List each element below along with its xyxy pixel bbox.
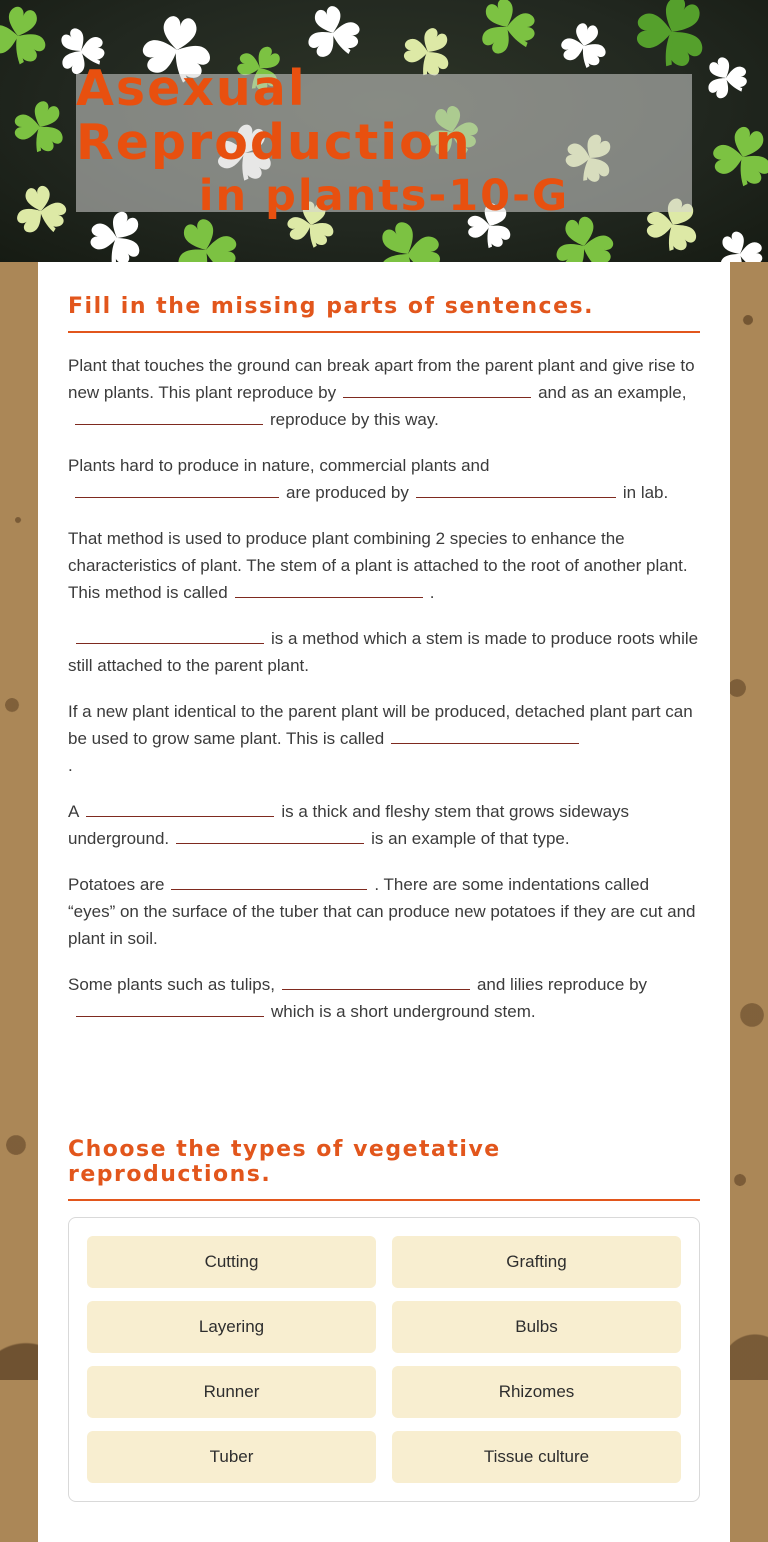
blank-input[interactable] xyxy=(176,825,364,844)
paragraph-text: . xyxy=(429,583,435,602)
blank-input[interactable] xyxy=(86,798,274,817)
paragraph-text: Some plants such as tulips, xyxy=(68,975,275,994)
blank-input[interactable] xyxy=(76,625,264,644)
paragraph-text: is a thick and fleshy stem that grows sideways underground. xyxy=(68,802,630,848)
blank-input[interactable] xyxy=(75,406,263,425)
paragraph-text: is an example of that type. xyxy=(371,829,570,848)
worksheet-title-box xyxy=(76,60,692,222)
option-tuber[interactable]: Tuber xyxy=(87,1431,376,1483)
paragraph-text: If a new plant identical to the parent plant will be produced, detached plant part can be used to grow same plant. This is called xyxy=(68,702,693,748)
option-grid xyxy=(87,1236,681,1483)
shamrock-icon xyxy=(696,110,768,203)
paragraph-text: reproduce by this way. xyxy=(270,410,439,429)
worksheet-card xyxy=(38,262,730,1542)
option-rhizomes[interactable]: Rhizomes xyxy=(392,1366,681,1418)
blank-input[interactable] xyxy=(343,379,531,398)
option-grafting[interactable]: Grafting xyxy=(392,1236,681,1288)
header-banner xyxy=(0,0,768,262)
shamrock-icon xyxy=(0,84,83,169)
paragraph-text: and lilies reproduce by xyxy=(476,975,648,994)
option-runner[interactable]: Runner xyxy=(87,1366,376,1418)
fill-paragraph-6 xyxy=(68,798,700,852)
fill-paragraph-7 xyxy=(68,871,700,952)
options-panel xyxy=(68,1217,700,1502)
fill-paragraph-5 xyxy=(68,698,700,779)
option-tissue-culture[interactable]: Tissue culture xyxy=(392,1431,681,1483)
paragraph-text: and as an example, xyxy=(538,383,687,402)
paragraph-text: is a method which a stem is made to produce roots while still attached to the parent plant. xyxy=(68,629,699,675)
paragraph-text: are produced by xyxy=(286,483,409,502)
paragraph-text: That method is used to produce plant combining 2 species to enhance the characteristics of plant. The stem of a plant is attached to the root of another plant. This method is called xyxy=(68,529,688,602)
option-layering[interactable]: Layering xyxy=(87,1301,376,1353)
blank-input[interactable] xyxy=(76,998,264,1017)
fill-paragraph-2 xyxy=(68,452,700,506)
choose-section-heading: Choose the types of vegetative reproductions. xyxy=(68,1137,700,1201)
paragraph-text: A xyxy=(68,802,80,821)
fill-paragraph-3 xyxy=(68,525,700,606)
paragraph-text: . There are some indentations called “eyes” on the surface of the tuber that can produce new potatoes if they are cut and plant in soil. xyxy=(68,875,696,948)
paragraph-text: Plants hard to produce in nature, commercial plants and xyxy=(68,456,490,475)
fill-section-heading: Fill in the missing parts of sentences. xyxy=(68,294,700,333)
worksheet-title-line1: Asexual Reproduction xyxy=(76,60,472,172)
paragraph-text: in lab. xyxy=(622,483,669,502)
shamrock-icon xyxy=(702,216,768,262)
blank-input[interactable] xyxy=(416,479,616,498)
worksheet-title-line2: in plants-10-G xyxy=(198,171,570,222)
blank-input[interactable] xyxy=(171,871,367,890)
option-bulbs[interactable]: Bulbs xyxy=(392,1301,681,1353)
option-cutting[interactable]: Cutting xyxy=(87,1236,376,1288)
blank-input[interactable] xyxy=(282,971,470,990)
blank-input[interactable] xyxy=(391,725,579,744)
blank-input[interactable] xyxy=(75,479,279,498)
blank-input[interactable] xyxy=(235,579,423,598)
paragraph-text: . xyxy=(68,756,73,775)
fill-paragraph-8 xyxy=(68,971,700,1025)
paragraph-text: Plant that touches the ground can break apart from the parent plant and give rise to new plants. This plant reproduce by xyxy=(68,356,695,402)
shamrock-icon xyxy=(4,174,78,248)
fill-paragraph-4 xyxy=(68,625,700,679)
fill-paragraph-1 xyxy=(68,352,700,433)
paragraph-text: which is a short underground stem. xyxy=(271,1002,536,1021)
paragraph-text: Potatoes are xyxy=(68,875,165,894)
